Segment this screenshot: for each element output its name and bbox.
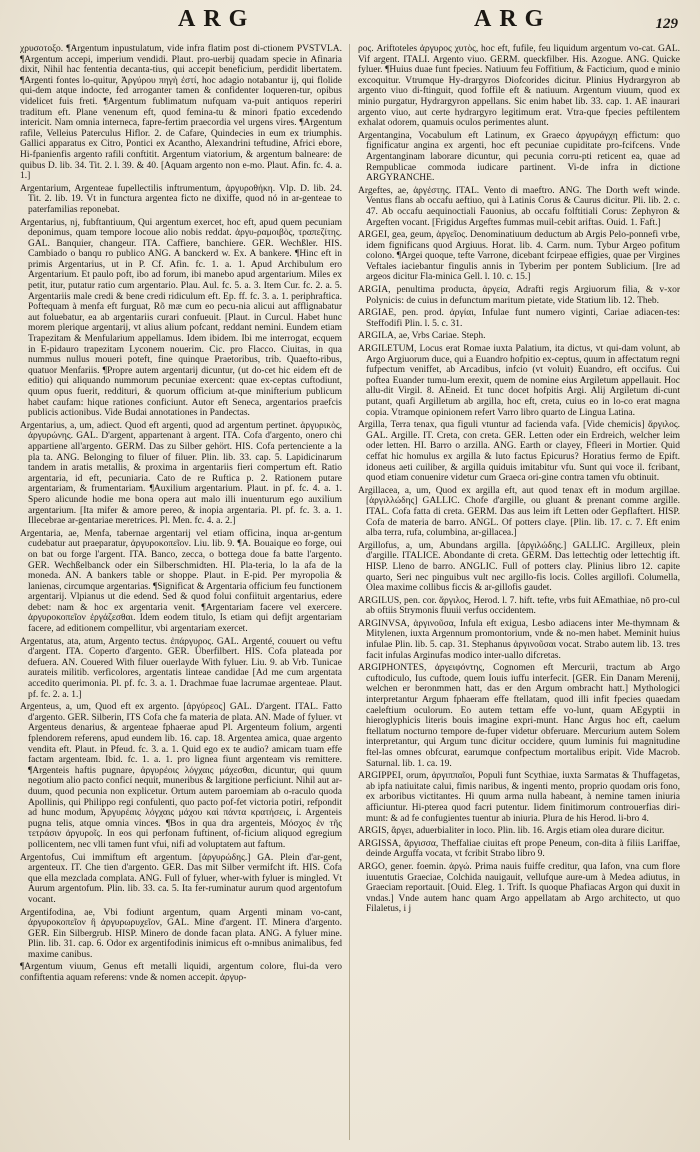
- left-column: [20, 44, 342, 1144]
- dictionary-entry: [20, 421, 342, 527]
- entry-text: ARGISSA, ἄργισσα, Theffaliae ciuitas eft prope Peneum, con-dita à filiis Lariffae, deinde Arguffa vocata, vt fcribit Strabo libro 9.: [358, 838, 680, 860]
- entry-text: Argentarius, nj, fubftantiuum, Qui argentum exercet, hoc eft, apud quem pecuniam deponimus, quam tempore locoue alio nobis reddat. ἀργυ-ραμοιβὸς, τραπεζίτης. GAL. Banquier, changeur. ITA. Caffiere, banchiere. GER. Wechßler. HIS. Cambiado o banqu ro publico ANG. A banckerd w. Ex. A bankere. ¶Hinc eft in primis Argentarius, ut in P. Cf. Afin. fc. 1. a. 1. Apud Archibulum ero Argentarium. Et paulo poft, ibo ad forum, ibi manebo apud argentarium. Miles ex petit, itur, putatur ratio cum argentario. Plau. Aul. fc. 5. a. 3. Item Cur. fc. 2. a. 5. Argentariis male credi & bene credi ridiculum eft. Ep. ff. fc. 3. a. 1. periphraftica. Poftequam à menfa eft furguat, Rõ mæ cum eo pecu-nia alicui aut afflignabatur aut foluebatur, ea ab argentariis curari confueuit. [Plaut. in Curcul. Habet hunc morem plerique argentarij, vt alius alium pofcant, reddant nemini. Eundem etiam Trapezitam & Menfularium appellamus. Idem ibidem. Ibi me interrogat, ecquem in E-pidauro trapezitam Lyconem nouerim. Cic. pro Flacco. Ciuitas, in qua nummus nullus moueri poteft, fine quinque Praetoribus, trib. Quaefto-ribus, quatuor Menfariis. ¶Propre autem argentarij dicuntur, (ut do-cet hic eidem eft de editio) qui aliquando nummorum pecuniae exercent: quae ex-ceptas cuftodiunt, quum opus fuerit, reddituri, & quorum officium at-que minifterium publicum habet caufam: hique rationes conficiunt. Autor eft Seneca, argentarios praefcis publicis actionibus. Vide Budai annotationes in Pandectas.: [20, 217, 342, 419]
- dictionary-entry: [358, 186, 680, 228]
- entry-text: ARGILA, ae, Vrbs Cariae. Steph.: [358, 331, 486, 342]
- entry-text: Argentangina, Vocabulum eft Latinum, ex Graeco ἀργυράγχη effictum: quo fignificatur angina ex argenti, hoc eft pecuniae cupiditate pro-fcifcens. Vnde Argentanginam laborare dicuntur, qui pecunia corru-pti reticent ea, quae ad Rempublicae commoda iudicare partinent. Vi-de infra in dictione ARGYRANCHE.: [358, 130, 680, 184]
- entry-text: ARGIPPEI, orum, ἀργιππαῖοι, Populi funt Scythiae, iuxta Sarmatas & Thuffagetas, ab ipfa natiuitate calui, fimis naribus, & ingenti mento, proprio quodam oris fono, ex arboribus victitantes. Hi quum arma nulla habeant, à nemine tamen iniuria afficiuntur. Hi-pterea quod facri putentur. Iidem finitimorum controuerfias diri-munt: & ad fe confugientes tuentur ab iniuria. Plura de his Herod. li-bro 4.: [358, 771, 680, 824]
- page-number: 129: [655, 16, 678, 32]
- dictionary-entry: [358, 308, 680, 329]
- entry-text: ARGILETUM, Locus erat Romae iuxta Palatium, ita dictus, vt qui-dam volunt, ab Argo Argiuorum duce, qui a Euandro hofpitio ex-ceptus, quum in affectatum regni fufpectum veniffet, ab Arcadibus, infcio (vt voluit) Euandro, eft occifus. Cui poftea Euander tumu-lum erexit, quem de nomine eius Argiletum appellauit. Hoc allu-dit Virgil. 8. AEneid. Et tunc docet hofpitis Argi. Alij Argiletum di-cunt putant, quafi Argilletum ab argilla, hoc eft, creta, cuius eo in lo-co erat magna copia. Vtramque opinionem refert Varro libro quarto de Lingua Latina.: [358, 344, 680, 418]
- entry-text: ARGIPHONTES, ἀργειφόντης, Cognomen eft Mercurii, tractum ab Argo cuftodiculo, Ius cuftode, quem Iouis iuffu interfecit. [GER. Ein Danam Merenij, welchen er beronmmen hatt, das er den Argum ombracht hatt.] Mythologici interpretantur Argum fphaeram effe ftellatam, quod illi infit fpecies quaedam caeleftium oculorum. Eo autem tettam effe vo-lunt, quam AEgyptii in hieroglyphicis literis bouis imagine expri-munt. Hanc Argus hoc eft, caelum ftellatum nocturno tempore de-fuper videtur obferuare. Mercurium autem Solem interpretantur, qui Argum tunc dicitur occidere, quum luminis fui magnitudine ftel-las omnes obfcurat, earumque confpectum mortalibus eripit. Vide Macrob. Saturnal. lib. 1. ca. 19.: [358, 663, 680, 769]
- entry-text: Argentatus, ata, atum, Argento tectus. ἐπάργυρος. GAL. Argenté, couuert ou veftu d'argent. ITA. Coperto d'argento. GER. Überfilbert. HIS. Cofa plateada por defuera. AN. Couered With filuer ouerlayde With fyluer. Liu. 9. ab Vrb. Tunicae aurateis militib. verficolores, argentatis linteae candidae [Ad me cum argentata accedito querimonia. Pl. pf. fc. 3. a. 1. Drachmae fuae lacrumae argenteae. Plaut. pf. fc. 2. a. 1.]: [20, 636, 342, 700]
- dictionary-entry: [20, 218, 342, 419]
- entry-text: ARGIA, penultima producta, ἀργεία, Adrafti regis Argiuorum filia, & v-xor Polynicis: de cuius in defunctum maritum pietate, vide Statium lib. 12. Theb.: [358, 285, 680, 306]
- dictionary-entry: [358, 771, 680, 824]
- dictionary-entry: [358, 344, 680, 418]
- entry-text: ARGEI, gea, geum, ἀργεῖος. Denominatiuum deductum ab Argis Pelo-ponnefi vrbe, idem fignificans quod Argiuus. Horat. lib. 4. Carm. num. Tybur Argeo pofitum colono. ¶Argei quoque, tefte Varrone, dicebant fcirpeae effigies, quae per Virgines Veftales iaciebantur fingulis annis in Tyberim per pontem Sublicium. [Ire ad argeos dicitur Fla-minica Gell. l. 10. c. 15.]: [358, 230, 680, 283]
- dictionary-entry: [20, 44, 342, 182]
- entry-text: Argentarium, Argenteae fupellectilis inftrumentum, ἀργυροθήκη. Vlp. D. lib. 24. Tit. 2. lib. 19. Vt in functura argentea ficto ne dixiffe, quod nó in ar-genteae to paterfamilias reponebat.: [20, 183, 342, 215]
- dictionary-entry: [358, 596, 680, 617]
- entry-text: Argilla, Terra tenax, qua figuli vtuntur ad facienda vafa. [Vide chemicis] ἄργιλος. GAL. Argille. IT. Creta, con creta. GER. Letten oder ein Erdreich, welcher leim oder letten. HI. Barro o arzilla. ANG. Earth or clayey, Ffleeri in Mortier. Quid ceffat hic homulus ex argilla & luto factus Epicurus? Horatius fermo de Epift. idoneus aeti cuiliber, & argilla quiduis imitabitur vfu. Sunt qui voce il. fcribant, quod etiam conuenire videtur cum Graeca ori-gine contra tamen vfu obtinuit.: [358, 420, 680, 484]
- right-column: [358, 44, 680, 1144]
- dictionary-entry: [20, 184, 342, 216]
- dictionary-entry: [358, 44, 680, 129]
- entry-text: ARGIAE, pen. prod. ἀργίαι, Infulae funt numero viginti, Cariae adiacen-tes: Steffodifi Plin. l. 5. c. 31.: [358, 308, 680, 329]
- column-divider: [349, 44, 350, 1140]
- entry-text: χρυσοτοξο. ¶Argentum inpustulatum, vide infra flatim post di-ctionem PVSTVLA. ¶Argentum accepi, imperium vendidi. Plaut. pro-uerbij quadam specie in Afinaria dixit, Nihil hac fententia decanta-tius, qui accepit beneficium, perdidit libertatem. ¶Argenti fontes lo-quitur, Ἀργύρου πηγὴ ἐστί, hoc adagio notabantur ij, qui flolide qui-dem atque indocte, fed arroganter tamen & confidenter loqueren-tur, opibus videlicet fuis freti. ¶Argentum fublimatum nufquam va-puit antiquos reperiri traditum eft. Plane venenum eft, quod femina-tu & minori fpatio excedendo intericit. Nam omnia interneca, fapre-fertim praecordia vel urgens vires. ¶Argentum rafile, Velleius Paterculus Hiflor. 2. de Cafare, Quindecies in eum ex triumphis. Gallici apparatus ex Citro, Pontici ex Acantho, Alexandrini teftudine, Africi ebore, Hi-fpanienfis argento rafili conftitit. Argentum viatorium, & argentum balneare: de quibus D. lib. 34. Tit. 2. l. 39. & 40. [Aquam argento non e-mo. Plaut. Afin. fc. 4. a. 1.]: [20, 44, 342, 182]
- dictionary-entry: [20, 853, 342, 906]
- entry-text: Argenteus, a, um, Quod eft ex argento. [ἀργύρεος] GAL. D'argent. ITAL. Fatto d'argento. GER. Silberin, ITS Cofa che fa materia de plata. AN. Made of fyluer. vt Argenteus denarius, & argenteae fphaerae apud Pl. Argenteum folium, argenti fplendorem referens, apud eundem lib. 16. cap. 18. Argentea amica, quae argento vendita eft. Plaut. in Pfeud. fc. 3. a. 1. Quid ego ex te audio? amicam tuam effe factam argenteam. Ibid. fc. 1. a. 1. pro lignea fiunt argenteam vis remittere. ¶Argenteis haftis pugnare, ἀργυρέοις λόγχαις μάχεσθαι, dicuntur, qui quum negotium alio pacto conficí nequit, muneribus & largitione perficiunt. Nihil aut ar-duum, quod pecunia non explicetur. Ortum autem paroemiam ab o-raculo quoda Apollinis, qui Philippo regi confulenti, quo pacto pof-fet victoria potiri, refpondit ad hunc modum, Ἀργυρέαις λόγχαις μάχου καὶ πάντα κρατήσεις, i. Argenteis pugna telis, atque omnia vinces. ¶Bos in qua dra argenteis, Μόσχος ἐν τῆς τετράσιν ἀργυροῖς. In eos qui perfonam fuftinent, of-ficium aliquod egregium pollicentem, nec vlli tamen funt vfui, nifi ad voluptatem aut faftum.: [20, 702, 342, 850]
- entry-text: ρος. Ariftoteles ἀργυρος χυτὸς, hoc eft, fufile, feu liquidum argentum vo-cat. GAL. Vif argent. ITALI. Argento viuo. GERM. queckfilber. His. Azogue. ANG. Quicke fyluer. ¶Huius duae funt fpecies. Natiuum feu Foffitium, & Facticium, quod e minio excoquitur. Vtrumque Hy-drargyros Diofcorides dicitur. Plinius Hydrargyron ab argento viuo di-ftinguit, quod foffile eft & natiuum. Argentum viuum, quod ex minio purgatur, Hydrargyron appellans. Sic enim habet lib. 33. cap. 1. AE inaurari argento viuo, aut certe hydrargyro legitimum erat. Vtra-que fpecies peftilentem exhalat odorem, quamuis oculos perimentes alunt.: [358, 44, 680, 129]
- entry-text: Argeftes, ae, ἀργέστης. ITAL. Vento di maeftro. ANG. The Dorth weft winde. Ventus flans ab occafu aeftiuo, qui à Latinis Corus & Caurus dicitur. Pli. lib. 2. c. 47. Ab occafu aequinoctiali Fauonius, ab occafu folftitiali Corus: Zephyron & Argeften vocant. [Frigidus Argeftes fummas muil-cebit ariftas. Ouid. 1. Faft.]: [358, 185, 680, 228]
- dictionary-entry: [358, 285, 680, 306]
- dictionary-entry: [358, 619, 680, 661]
- dictionary-entry: [358, 541, 680, 594]
- dictionary-entry: [20, 962, 342, 983]
- dictionary-entry: [358, 839, 680, 860]
- dictionary-entry: [358, 862, 680, 915]
- dictionary-entry: [20, 637, 342, 701]
- dictionary-entry: [358, 663, 680, 769]
- entry-text: Argentaria, ae, Menfa, tabernae argentarij vel etiam officina, inqua ar-gentum cudebatur aut praeparatur, ἀργυροκοπεῖον. Liu. lib. 9. ¶A. Bouaique eo forge, oui on bat ou forge l'argent. ITA. Banco, zecca, o bottega doue fa batte l'argento. GER. Wechßelbanck oder ein Silberschmidten. HI. Pla-teria, lo la afa de la moneda. AN. A bankers table or shoppe. Plaut. in E-pid. Per myropolia & lanienas, circumque argentarias. ¶Significat & Argentaria officium feu functionem argentarij. Vlpianus ut die edend. Sed & quod folui confiituit argentarius, edere debet: nam & hoc ex argentaria venit. ¶Argentariam facere vel exercere. ἀργυροκοπεῖον ἐργάζεσθαι. Idem eodem titulo, Is etiam qui defijt argentariam facere, ad editionem compellitur, vbi argentariam exercet.: [20, 528, 342, 635]
- running-head: [0, 6, 700, 40]
- entry-text: ARGO, gener. foemin. ἀργώ. Prima nauis fuiffe creditur, qua Iafon, vna cum flore iuuentutis Graeciae, Colchida nauigauit, vellufque aure-um à Medea adiutus, in Graeciam reportauit. [Ouid. Eleg. 1. Trift. Is quoque Phafiacas Argon qui duxit in vndas.] Vnde autem hanc quam Argo appellatam ab Argo architecto, ut quo Filaletus, i j: [358, 861, 680, 915]
- entry-text: ARGINVSA, ἀργινοῦσα, Infula eft exigua, Lesbo adiacens inter Me-thymnam & Mitylenen, iuxta Argennum promontorium, vnde & no-men habet. Meminit huius infulae Plin. lib. 5. cap. 31. Stephanus ἀργινοῦσαι vocat. Strabo autem lib. 13. tres facit infulas Arginufas modico inter-uallo difcretas.: [358, 618, 680, 661]
- dictionary-entry: [20, 908, 342, 961]
- entry-text: ARGIS, ἄργει, aduerbialiter in loco. Plin. lib. 16. Argis etiam olea durare dicitur.: [358, 826, 665, 837]
- entry-text: Argillacea, a, um, Quod ex argilla eft, aut quod tenax eft in modum argillae. [ἀργιλλώδης] GALLIC. Chofe d'argille, ou gluant & prenant comme argille. ITAL. Cofa fatta di creta. GERM. Das aus leim ift Letten oder Gepflaftert. HISP. Cofa de materia de barro. ANGL. Of potters claye. [Plin. lib. 17. c. 7. Eft enim alba terra, rufa, columbina, ar-gillacea.]: [358, 485, 680, 539]
- entry-text: ¶Argentum viuum, Genus eft metalli liquidi, argentum colore, flui-da vero confiftentia aquam referens: vnde & nomen accepit. ἀργυρ-: [20, 962, 342, 984]
- entry-text: Argentifodina, ae, Vbi fodiunt argentum, quam Argenti minam vo-cant, ἀργυροκοπεῖον ἢ ἀργυρωρυχεῖον, GAL. Mine d'argent. IT. Minera d'argento. GER. Ein Silbergrub. HISP. Minero de donde facan plata. ANG. A fyluer mine. Plin. lib. 31. cap. 6. Odor ex argentifodinis inimicus eft o-mnibus animalibus, fed maxime canibus.: [20, 907, 342, 960]
- entry-text: Argentofus, Cui immiftum eft argentum. [ἀργυρώδης.] GA. Plein d'ar-gent, argenteux. IT. Che tien d'argento. GER. Das mit Silber vermifcht ift. HIS. Cofa que ella mezclada complata. ANG. Full of fyluer, wher-with fyluer is mingled. Vt Aurum argentofum. Plin. lib. 33. ca. 5. Ita fer-ruminatur aurum quod argentofum vocant.: [20, 852, 342, 905]
- entry-text: ARGILUS, pen. cor. ἄργιλος, Herod. l. 7. hift. tefte, vrbs fuit AEmathiae, nō pro-cul ab oftiis Strymonis fluuii verfus occidentem.: [358, 595, 680, 617]
- dictionary-entry: [20, 702, 342, 850]
- dictionary-entry: [358, 486, 680, 539]
- dictionary-entry: [358, 230, 680, 283]
- dictionary-entry: [358, 826, 680, 837]
- entry-text: Argillofus, a, um, Abundans argilla. [ἀργιλώδης.] GALLIC. Argilleux, plein d'argille. ITALICE. Abondante di creta. GERM. Das lettechtig oder lettechtig ift. HISP. Lleno de barro. ANGLIC. Full of potters clay. Plinius libro 12. capite quarto, Seri nec pinguibus vult nec argillo-fis locis. Colles argillofi. Columella, Olea maxime collibus ficcis & ar-gillofis gaudet.: [358, 540, 680, 594]
- dictionary-entry: [358, 420, 680, 484]
- running-head-right: ARG: [474, 6, 552, 32]
- dictionary-entry: [20, 529, 342, 635]
- entry-text: Argentarius, a, um, adiect. Quod eft argenti, quod ad argentum pertinet. ἀργυρικὸς, ἀργυρώνης. GAL. D'argent, appartenant à argent. ITA. Cofa d'argento, onero chi appartiene all'argento. GERM. Das zu Silber gehört. HIS. Cofa pertenciente a la pla ta. ANG. Belonging to filuer of filuer. Plin. lib. 33. cap. 5. Lapidicinarum tandem in aratis metallis, & proxima in argentariis fieri compertum eft. Ratio argentaria, id eft, pecuniaria. Cato de re Ruftica p. 2. Rationem putare argentariam, & frumentariam. ¶Auxilium argentarium. Plaut. in pf. fc. 4. a. 1. Spero alicunde hodie me bona opera aut malo illi inuenturum ego auxilium argentarium. [Ita mifer & amore pereo, & inopia argentaria. Pl. pf. fc. 3. a. 1. Illecebrae ar-gentariae meretrices. Pl. Men. fc. 4. a. 2.]: [20, 420, 342, 527]
- dictionary-entry: [358, 131, 680, 184]
- running-head-left: ARG: [178, 6, 256, 32]
- dictionary-entry: [358, 331, 680, 342]
